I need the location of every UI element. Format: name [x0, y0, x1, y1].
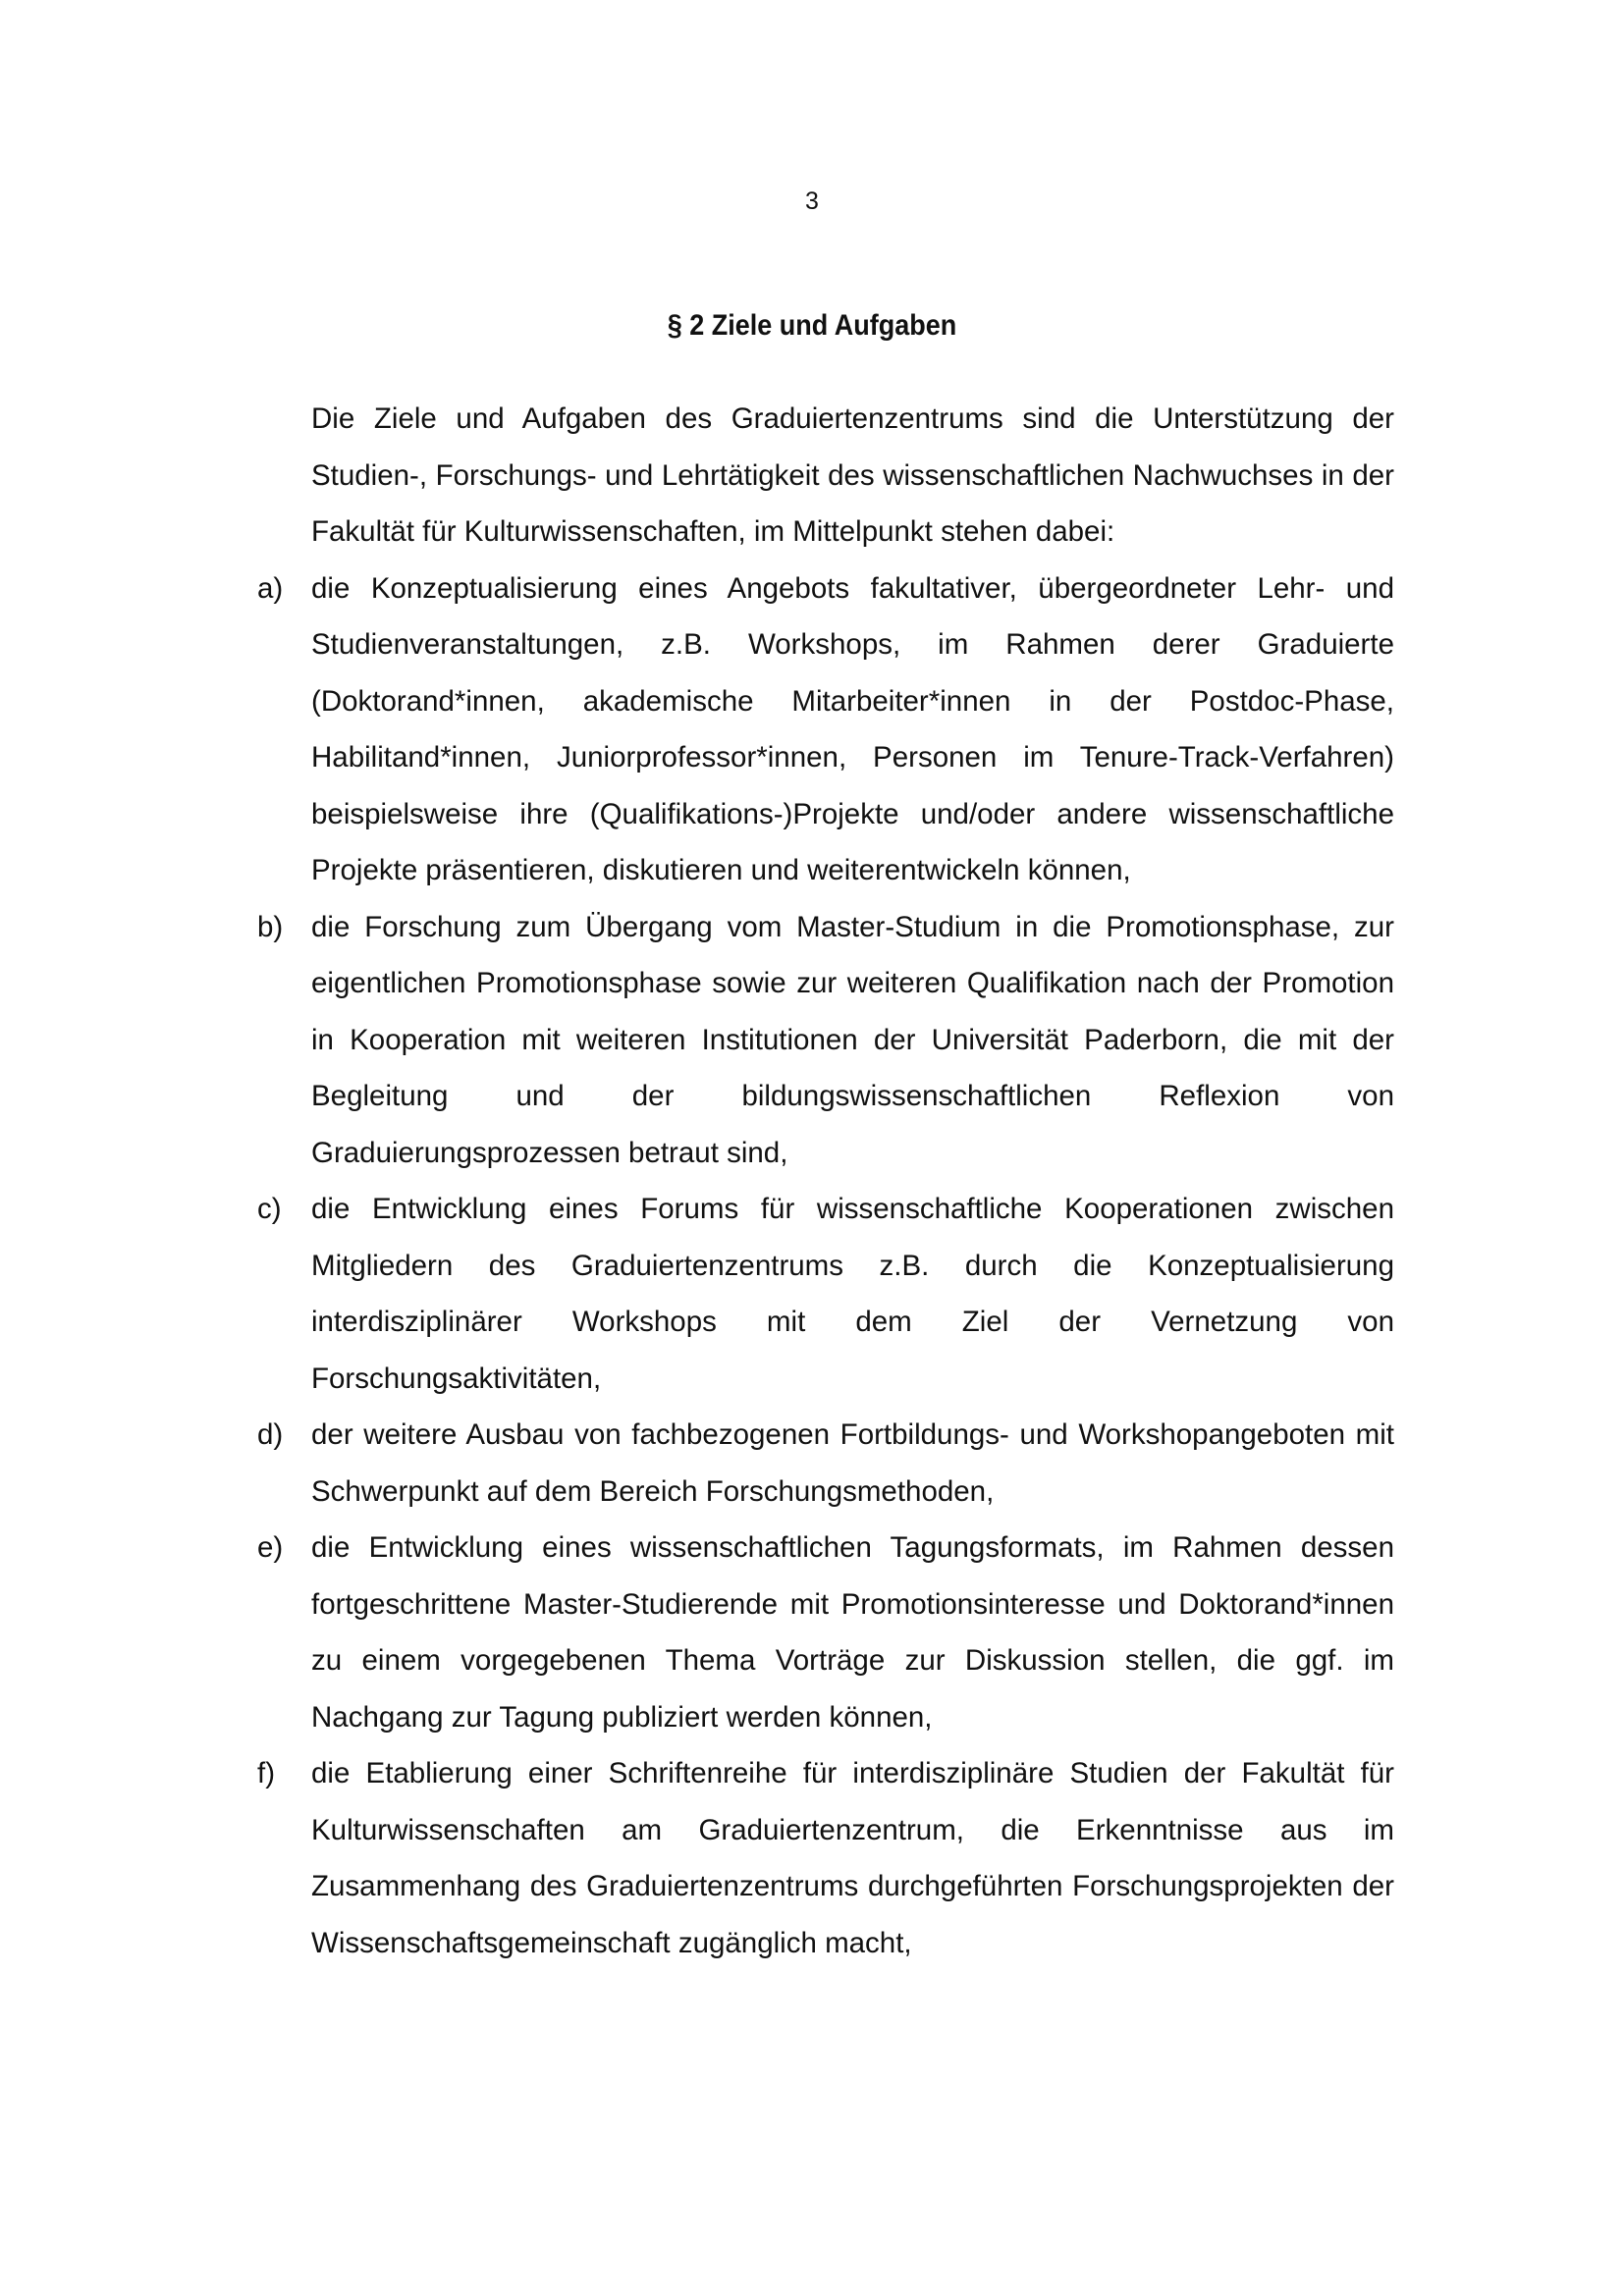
list-item-letter: f): [257, 1757, 276, 1789]
list-item-a: [257, 561, 1394, 899]
section-heading: § 2 Ziele und Aufgaben: [667, 309, 957, 342]
intro-paragraph: Die Ziele und Aufgaben des Graduiertenzentrums sind die Unterstützung der Studien-, Forschungs- und Lehrtätigkeit des wissenschaftlichen Nachwuchses in der Fakultät für Kulturwissenschaften, im Mittelpunkt stehen dabei:: [311, 402, 1394, 548]
list-item-f: [257, 1745, 1394, 1971]
list-item-b: [257, 899, 1394, 1182]
list-item-text: die Etablierung einer Schriftenreihe für interdisziplinäre Studien der Fakultät für Kulturwissenschaften am Graduiertenzentrum, die Erkenntnisse aus im Zusammenhang des Graduiertenzentrums durchgeführten Forschungsprojekten der Wissenschaftsgemeinschaft zugänglich macht,: [311, 1757, 1394, 1959]
list-item-letter: c): [257, 1193, 282, 1225]
list-item-letter: a): [257, 571, 284, 605]
list-item-text: die Forschung zum Übergang vom Master-Studium in die Promotionsphase, zur eigentlichen Promotionsphase sowie zur weiteren Qualifikation nach der Promotion in Kooperation mit weiteren Institutionen der Universität Paderborn, die mit der Begleitung und der bildungswissenschaftlichen Reflexion von Graduierungsprozessen betraut sind,: [311, 910, 1394, 1169]
list-item-text: die Entwicklung eines wissenschaftlichen Tagungsformats, im Rahmen dessen fortgeschrittene Master-Studierende mit Promotionsinteresse und Doktorand*innen zu einem vorgegebenen Thema Vorträge zur Diskussion stellen, die ggf. im Nachgang zur Tagung publiziert werden können,: [311, 1531, 1394, 1734]
list-item-text: der weitere Ausbau von fachbezogenen Fortbildungs- und Workshopangeboten mit Schwerpunkt auf dem Bereich Forschungsmethoden,: [311, 1418, 1394, 1508]
list-item-letter: b): [257, 910, 284, 943]
document-body: [257, 391, 1394, 1971]
list-item-text: die Konzeptualisierung eines Angebots fakultativer, übergeordneter Lehr- und Studienveranstaltungen, z.B. Workshops, im Rahmen derer Graduierte (Doktorand*innen, akademische Mitarbeiter*innen in der Postdoc-Phase, Habilitand*innen, Juniorprofessor*innen, Personen im Tenure-Track-Verfahren) beispielsweise ihre (Qualifikations-)Projekte und/oder andere wissenschaftliche Projekte präsentieren, diskutieren und weiterentwickeln können,: [311, 571, 1394, 886]
list-item-d: [257, 1407, 1394, 1520]
list-item-letter: d): [257, 1418, 284, 1451]
page-number: 3: [805, 187, 819, 215]
list-item-text: die Entwicklung eines Forums für wissenschaftliche Kooperationen zwischen Mitgliedern des Graduiertenzentrums z.B. durch die Konzeptualisierung interdisziplinärer Workshops mit dem Ziel der Vernetzung von Forschungsaktivitäten,: [311, 1193, 1394, 1395]
list-item-e: [257, 1520, 1394, 1745]
list-item-c: [257, 1181, 1394, 1407]
list-item-letter: e): [257, 1531, 284, 1564]
